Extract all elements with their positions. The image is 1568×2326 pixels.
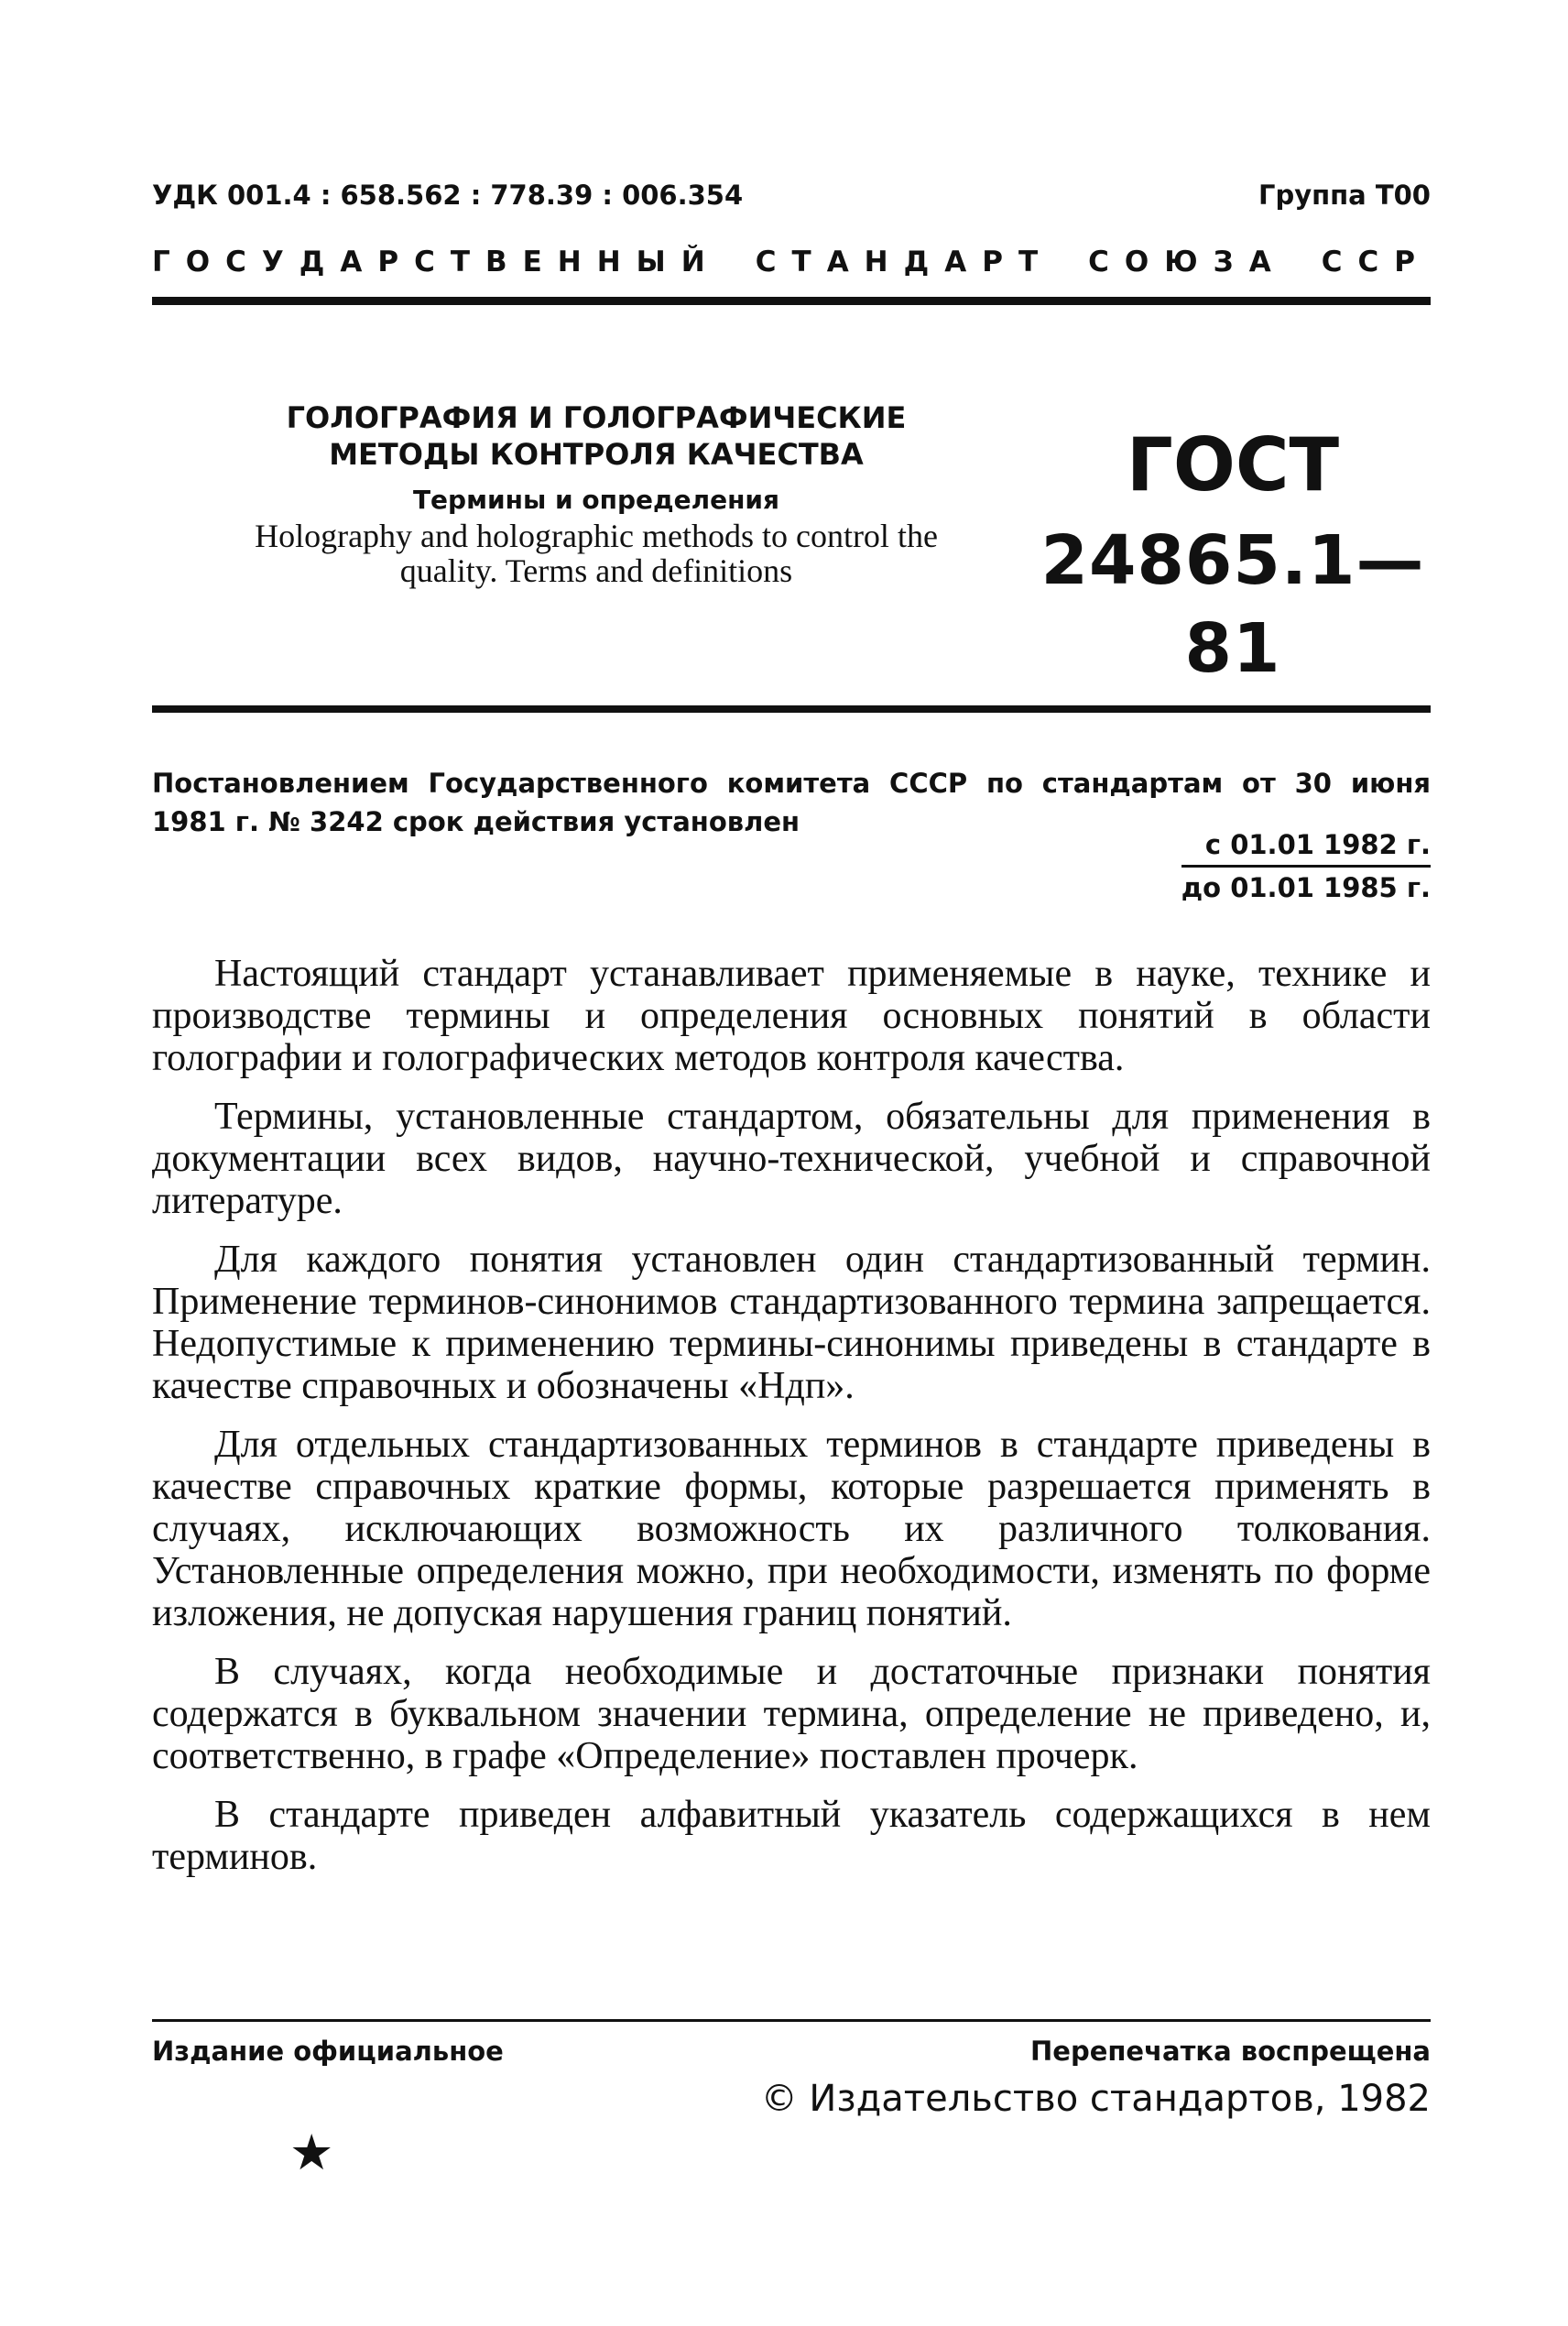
subtitle-ru: Термины и определения	[412, 485, 780, 515]
paragraph: Для каждого понятия установлен один стандартизованный термин. Применение терминов-синонимов стандартизованного термина запрещается. Недопустимые к применению термины-синонимы приведены в стандарте в качестве справочных и обозначены «Ндп».	[152, 1239, 1431, 1407]
reprint-note: Перепечатка воспрещена	[1030, 2036, 1431, 2067]
banner-word: ССР	[1321, 246, 1431, 278]
paragraph: Настоящий стандарт устанавливает применяемые в науке, технике и производстве термины и определения основных понятий в области голографии и голографических методов контроля качества.	[152, 953, 1431, 1079]
title-en-line2: quality. Terms and definitions	[399, 552, 793, 589]
footer-rule	[152, 2019, 1431, 2022]
valid-from: с 01.01 1982 г.	[1204, 829, 1431, 860]
title-block	[170, 399, 1022, 588]
title-ru-line2: МЕТОДЫ КОНТРОЛЯ КАЧЕСТВА	[329, 437, 864, 472]
valid-to: до 01.01 1985 г.	[1181, 865, 1431, 908]
header-rule	[152, 297, 1431, 305]
gost-label: ГОСТ	[1126, 422, 1340, 508]
banner-word: СТАНДАРТ	[755, 246, 1054, 278]
title-en-line1: Holography and holographic methods to control the	[255, 518, 938, 554]
validity-period	[1181, 824, 1431, 908]
decree-text: Постановлением Государственного комитета СССР по стандартам от 30 июня 1981 г. № 3242 срок действия установлен	[152, 768, 1431, 837]
udk-code: УДК 001.4 : 658.562 : 778.39 : 006.354	[152, 180, 744, 211]
page-header	[152, 180, 1431, 216]
edition-note: Издание официальное	[152, 2036, 504, 2067]
gost-number: 24865.1—81	[1040, 521, 1425, 688]
banner-word: ГОСУДАРСТВЕННЫЙ	[152, 246, 721, 278]
title-rule	[152, 705, 1431, 713]
paragraph: Термины, установленные стандартом, обязательны для применения в документации всех видов, научно-технической, учебной и справочной литературе.	[152, 1096, 1431, 1222]
publisher-copyright: © Издательство стандартов, 1982	[760, 2078, 1431, 2120]
state-standard-banner	[152, 246, 1431, 278]
paragraph: Для отдельных стандартизованных терминов в стандарте приведены в качестве справочных краткие формы, которые разрешается применять в случаях, исключающих возможность их различного толкования. Установленные определения можно, при необходимости, изменять по форме изложения, не допуская нарушения границ понятий.	[152, 1424, 1431, 1634]
paragraph: В случаях, когда необходимые и достаточные признаки понятия содержатся в буквальном значении термина, определение не приведено, и, соответственно, в графе «Определение» поставлен прочерк.	[152, 1651, 1431, 1777]
banner-word: СОЮЗА	[1088, 246, 1287, 278]
paragraph: В стандарте приведен алфавитный указатель содержащихся в нем терминов.	[152, 1794, 1431, 1878]
star-icon: ★	[289, 2125, 334, 2180]
body-text	[152, 953, 1431, 1895]
group-code: Группа Т00	[1258, 180, 1431, 211]
title-ru-line1: ГОЛОГРАФИЯ И ГОЛОГРАФИЧЕСКИЕ	[286, 400, 907, 435]
gost-designation	[1022, 421, 1443, 693]
